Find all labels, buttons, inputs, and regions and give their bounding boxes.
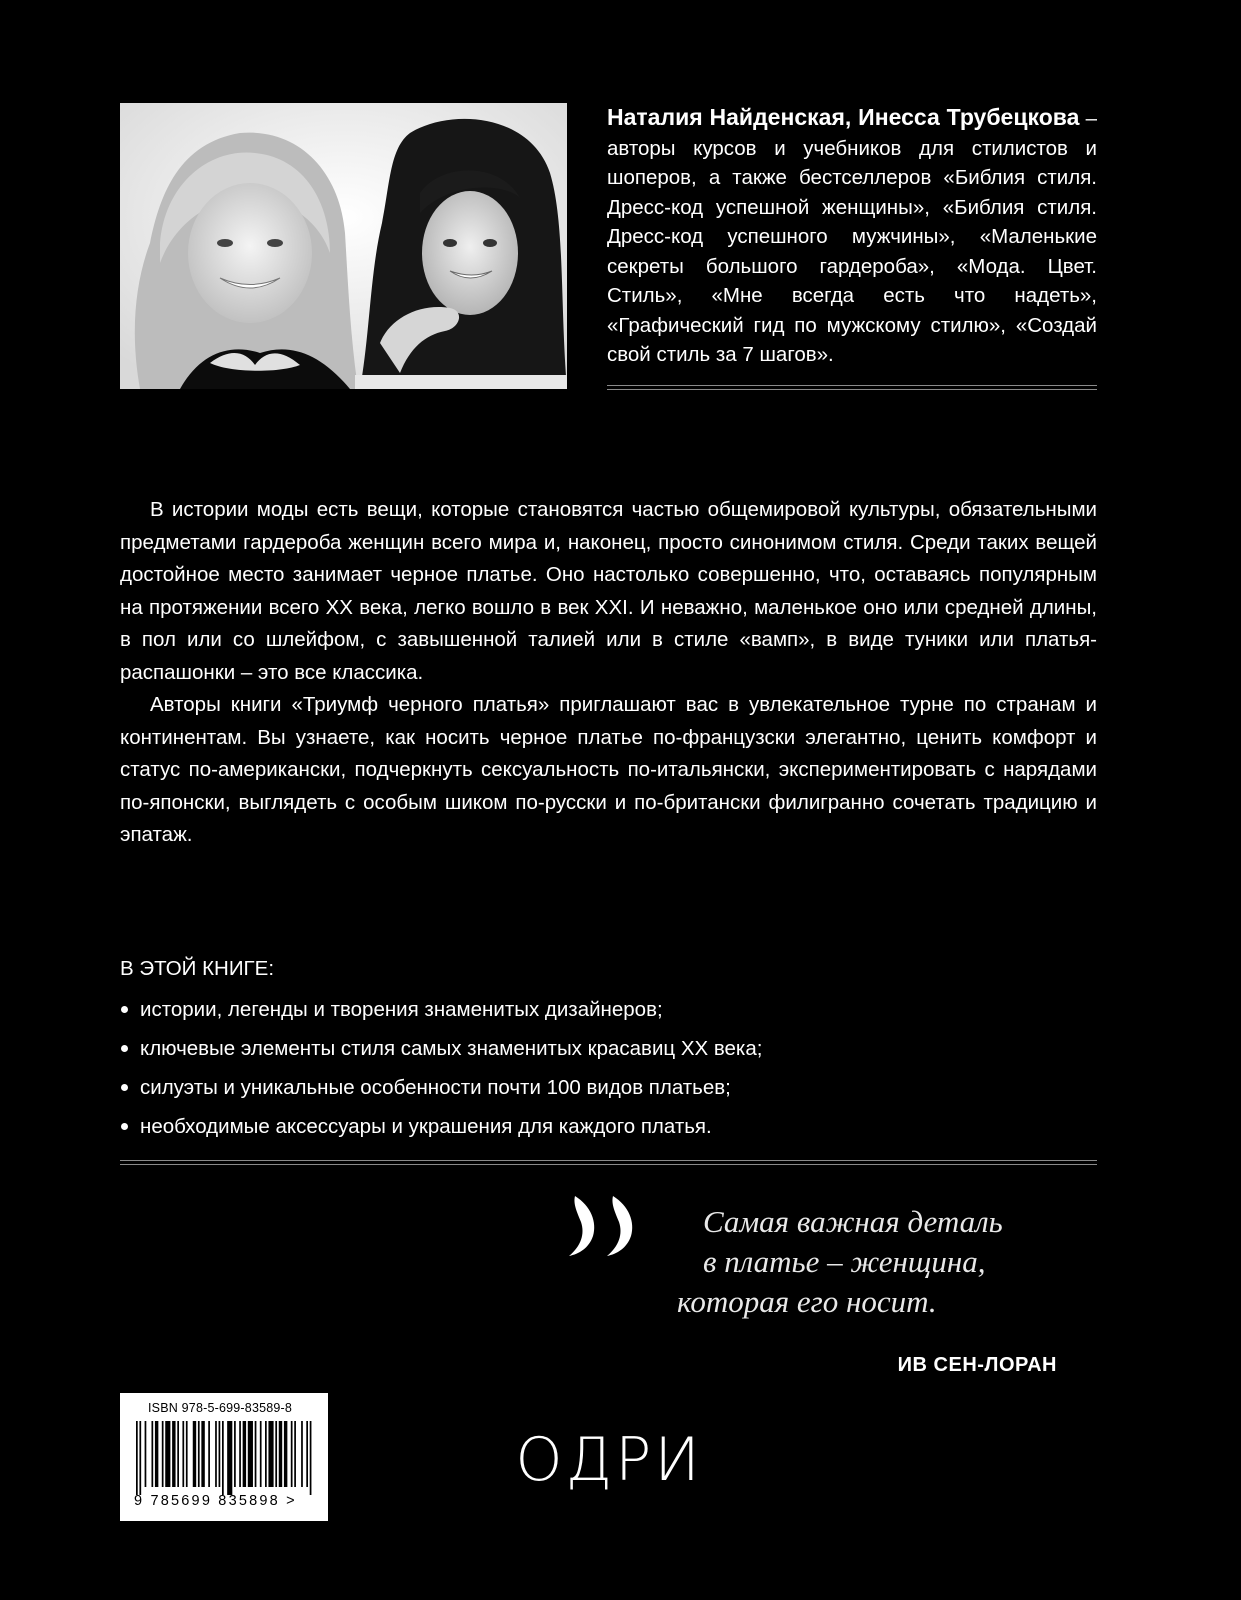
barcode-bar bbox=[279, 1421, 282, 1487]
barcode-bar bbox=[310, 1421, 312, 1495]
barcode-bar bbox=[145, 1421, 147, 1487]
quote-line: которая его носит. bbox=[677, 1284, 937, 1319]
quote-author: ИВ СЕН-ЛОРАН bbox=[897, 1354, 1057, 1376]
author-bio bbox=[607, 103, 1097, 370]
isbn-label: ISBN 978-5-699-83589-8 bbox=[148, 1401, 293, 1415]
barcode-bar bbox=[301, 1421, 303, 1487]
barcode-bar bbox=[260, 1421, 262, 1487]
author-bio-text: – авторы курсов и учебников для стилистов и шоперов, а также бестселлеров «Библия стиля. Дресс-код успешной женщины», «Библия стиля. Дресс-код успешного мужчины», «Маленькие секреты большого гардероба», «Мода. Цвет. Стиль», «Мне всегда есть что надеть», «Графический гид по мужскому стилю», «Создай свой стиль за 7 шагов». bbox=[607, 107, 1097, 366]
author-names: Наталия Найденская, Инесса Трубецкова bbox=[607, 104, 1080, 130]
list-item: силуэты и уникальные особенности почти 100 видов платьев; bbox=[120, 1068, 1097, 1107]
quote-line: в платье – женщина, bbox=[703, 1244, 986, 1279]
in-book-section bbox=[120, 954, 1097, 1146]
barcode-bar bbox=[294, 1421, 296, 1487]
list-item: истории, легенды и творения знаменитых дизайнеров; bbox=[120, 990, 1097, 1029]
barcode-bar bbox=[215, 1421, 217, 1487]
barcode-bar bbox=[306, 1421, 308, 1487]
barcode-bar bbox=[268, 1421, 273, 1487]
barcode-bar bbox=[193, 1421, 196, 1487]
barcode-icon bbox=[136, 1421, 312, 1495]
list-item: необходимые аксессуары и украшения для каждого платья. bbox=[120, 1107, 1097, 1146]
barcode-bar bbox=[265, 1421, 267, 1487]
in-book-list bbox=[120, 990, 1097, 1146]
annotation-paragraph: Авторы книги «Триумф черного платья» приглашают вас в увлекательное турне по странам и континентам. Вы узнаете, как носить черное платье по-французски элегантно, ценить комфорт и статус по-американски, подчеркнуть сексуальность по-итальянски, экспериментировать с нарядами по-японски, выглядеть с особым шиком по-русски и по-британски филигранно сочетать традицию и эпатаж. bbox=[120, 693, 1097, 846]
quote-text bbox=[650, 1202, 1060, 1322]
barcode-bar bbox=[165, 1421, 170, 1487]
barcode-bar bbox=[219, 1421, 221, 1487]
barcode-bar bbox=[139, 1421, 141, 1495]
barcode-bar bbox=[291, 1421, 293, 1487]
barcode-bar bbox=[155, 1421, 158, 1487]
barcode-bar bbox=[222, 1421, 224, 1495]
divider bbox=[120, 1160, 1097, 1165]
barcode-bar bbox=[255, 1421, 257, 1487]
barcode-bar bbox=[208, 1421, 210, 1487]
quote-mark-icon bbox=[565, 1188, 650, 1258]
in-book-heading: В ЭТОЙ КНИГЕ: bbox=[120, 957, 275, 980]
divider bbox=[607, 385, 1097, 390]
annotation-paragraph: В истории моды есть вещи, которые становятся частью общемировой культуры, обязательными предметами гардероба женщин всего мира и, наконец, просто синонимом стиля. Среди таких вещей достойное место занимает черное платье. Оно настолько совершенно, что, оставаясь популярным на протяжении всего XX века, легко вошло в век XXI. И неважно, маленькое оно или средней длины, в пол или со шлейфом, с завышенной талией или в стиле «вамп», в виде туники или платья-распашонки – это все классика. bbox=[120, 498, 1097, 684]
list-item: ключевые элементы стиля самых знаменитых красавиц XX века; bbox=[120, 1029, 1097, 1068]
barcode-bar bbox=[182, 1421, 184, 1487]
publisher-logo: ОДРИ bbox=[515, 1425, 703, 1495]
barcode-bar bbox=[248, 1421, 253, 1487]
barcode-block bbox=[120, 1393, 328, 1521]
barcode-bar bbox=[284, 1421, 287, 1487]
barcode-bar bbox=[151, 1421, 153, 1487]
barcode-bar bbox=[172, 1421, 175, 1487]
barcode-bar bbox=[275, 1421, 277, 1487]
barcode-bar bbox=[177, 1421, 179, 1487]
book-annotation bbox=[120, 494, 1097, 852]
barcode-bar bbox=[186, 1421, 188, 1487]
barcode-digits: 9 785699 835898 > bbox=[134, 1493, 297, 1509]
authors-photo-icon bbox=[120, 103, 567, 389]
authors-photo bbox=[120, 103, 567, 389]
barcode-bar bbox=[239, 1421, 241, 1487]
barcode-bar bbox=[162, 1421, 164, 1487]
barcode-bar bbox=[136, 1421, 138, 1495]
quote-line: Самая важная деталь bbox=[703, 1204, 1003, 1239]
barcode-bar bbox=[227, 1421, 232, 1495]
barcode-bar bbox=[201, 1421, 204, 1487]
barcode-bar bbox=[243, 1421, 246, 1487]
barcode-bar bbox=[234, 1421, 236, 1487]
barcode-bar bbox=[198, 1421, 200, 1487]
